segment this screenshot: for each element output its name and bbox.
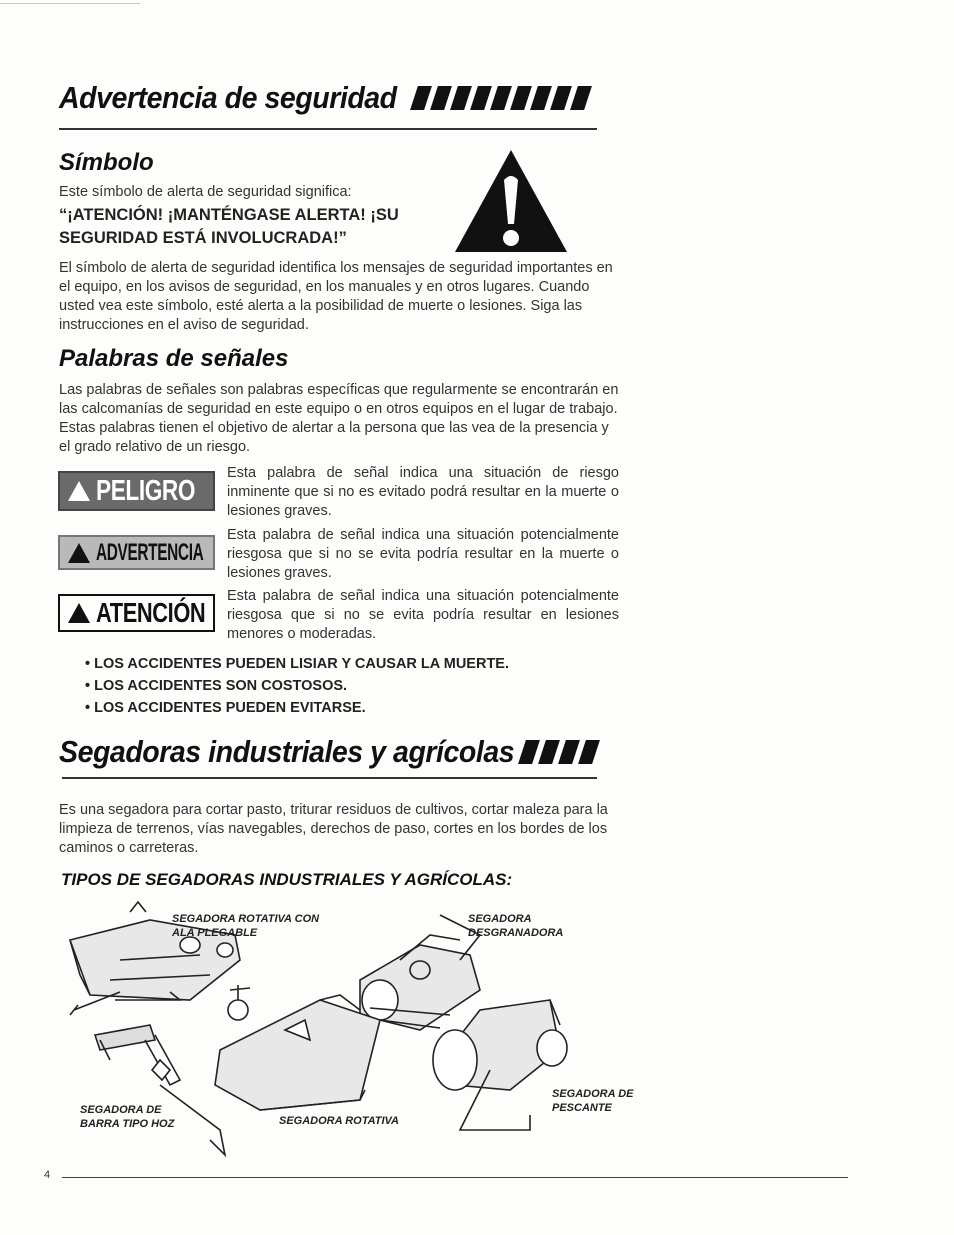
caption-boom: SEGADORA DE PESCANTE <box>552 1088 634 1114</box>
peligro-decal <box>58 471 215 511</box>
atencion-label: ATENCIÓN <box>96 597 206 628</box>
palabras-paragraph: Las palabras de señales son palabras específicas que regularmente se encontrarán en las calcomanías de seguridad en este equipo o en otros equipos en el lugar de trabajo. Estas palabras tienen el objetivo de alertar a la persona que las vea de la presencia y el grado relativo de un riesgo. <box>59 382 619 455</box>
heading-tipos: TIPOS DE SEGADORAS INDUSTRIALES Y AGRÍCOLAS: <box>61 870 513 889</box>
bullet-costosos: • LOS ACCIDENTES SON COSTOSOS. <box>85 678 348 694</box>
title-rule <box>62 777 597 779</box>
alert-triangle-icon <box>68 481 90 501</box>
page-number: 4 <box>44 1169 51 1181</box>
title-bars-decoration <box>522 740 596 764</box>
scan-edge <box>0 3 140 4</box>
advertencia-text: Esta palabra de señal indica una situación potencialmente riesgosa que si no se evita podría resultar en la muerte o lesiones graves. <box>227 527 619 581</box>
title-rule <box>59 128 597 130</box>
bullet-lisiar: • LOS ACCIDENTES PUEDEN LISIAR Y CAUSAR LA MUERTE. <box>85 656 510 672</box>
caption-rotary: SEGADORA ROTATIVA <box>279 1115 399 1127</box>
alert-triangle-icon <box>68 603 90 623</box>
footer-rule <box>62 1177 848 1178</box>
atencion-text: Esta palabra de señal indica una situación potencialmente riesgosa que si no se evita podría resultar en lesiones menores o moderadas. <box>227 588 619 642</box>
caption-sickle-bar: SEGADORA DE BARRA TIPO HOZ <box>80 1104 175 1130</box>
simbolo-intro: Este símbolo de alerta de seguridad significa: <box>59 184 352 200</box>
heading-simbolo: Símbolo <box>59 149 154 176</box>
alert-triangle-icon <box>68 543 90 563</box>
title-bars-decoration <box>414 86 588 110</box>
peligro-text: Esta palabra de señal indica una situación de riesgo inminente que si no es evitado podrá resultar en la muerte o lesiones graves. <box>227 465 619 519</box>
flail-mower-drawing <box>360 915 480 1030</box>
simbolo-emphasis: “¡ATENCIÓN! ¡MANTÉNGASE ALERTA! ¡SU SEGURIDAD ESTÁ INVOLUCRADA!” <box>59 206 399 247</box>
atencion-decal <box>58 594 215 632</box>
section-title-segadoras: Segadoras industriales y agrícolas <box>59 734 515 769</box>
segadoras-paragraph: Es una segadora para cortar pasto, triturar residuos de cultivos, cortar maleza para la limpieza de terrenos, vías navegables, derechos de paso, cortes en los bordes de los caminos o carreteras. <box>59 802 608 856</box>
sickle-bar-mower-drawing <box>95 1025 225 1155</box>
caption-flail: SEGADORA DESGRANADORA <box>468 913 564 939</box>
section-title-advertencia: Advertencia de seguridad <box>59 80 397 115</box>
bullet-evitarse: • LOS ACCIDENTES PUEDEN EVITARSE. <box>85 700 366 716</box>
advertencia-label: ADVERTENCIA <box>96 538 204 566</box>
heading-palabras: Palabras de señales <box>59 345 289 372</box>
rotary-mower-drawing <box>215 985 380 1110</box>
safety-alert-icon <box>452 146 570 256</box>
simbolo-paragraph: El símbolo de alerta de seguridad identifica los mensajes de seguridad importantes en el equipo, en los avisos de seguridad, en los manuales y en otros lugares. Cuando usted vea este símbolo, esté alerta a la posibilidad de muerte o lesiones. Siga las instrucciones en el aviso de seguridad. <box>59 260 613 333</box>
boom-mower-drawing <box>433 1000 567 1130</box>
peligro-label: PELIGRO <box>96 474 196 507</box>
caption-folding-wing: SEGADORA ROTATIVA CON ALA PLEGABLE <box>172 913 320 939</box>
advertencia-decal <box>58 535 215 570</box>
